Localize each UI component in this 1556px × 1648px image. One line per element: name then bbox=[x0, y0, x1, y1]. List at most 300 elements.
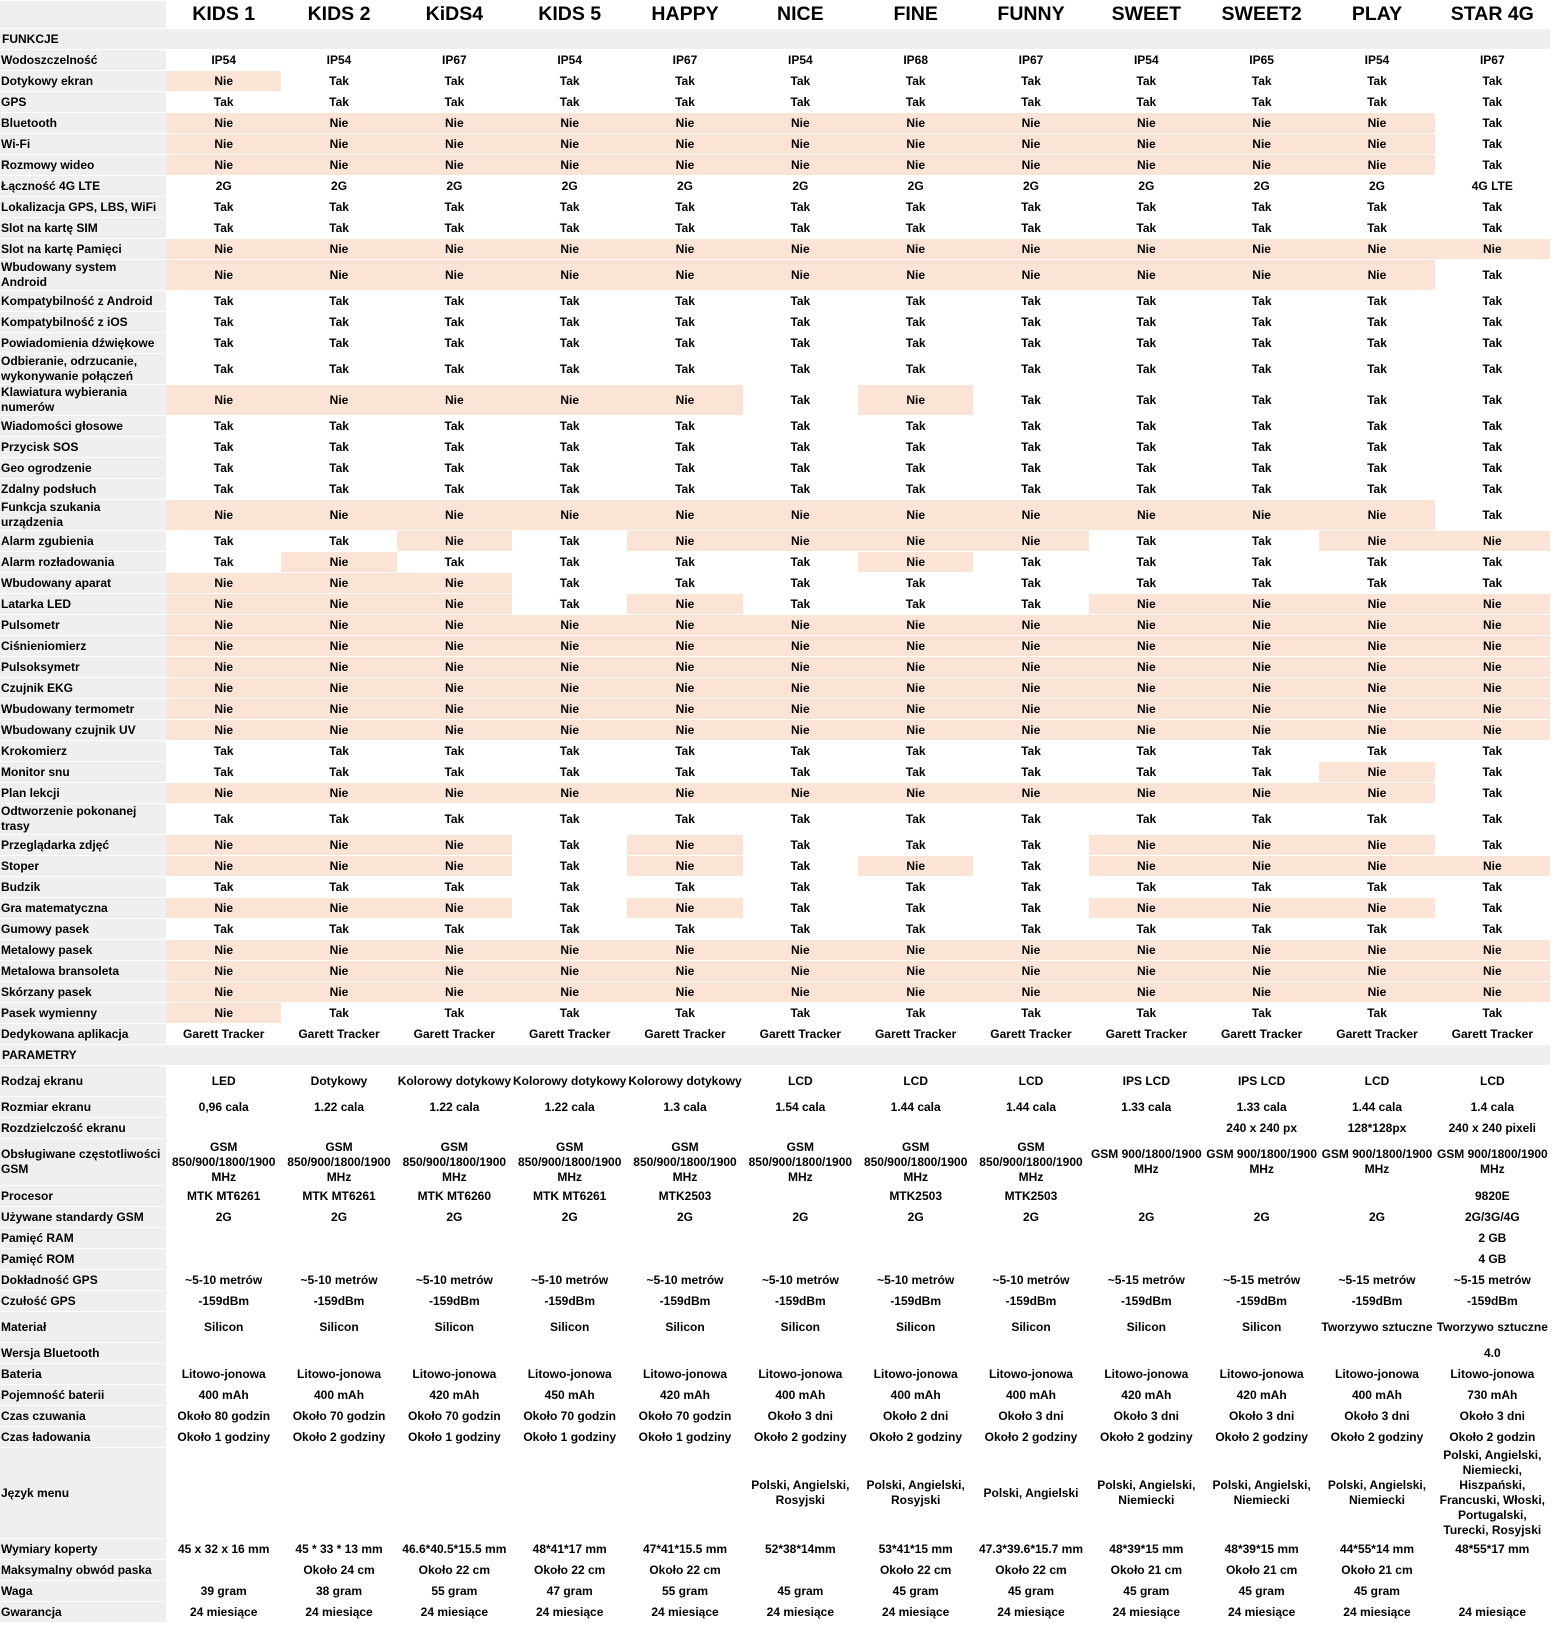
table-cell: Nie bbox=[512, 385, 627, 415]
table-cell: Tak bbox=[973, 919, 1088, 939]
table-cell: 39 gram bbox=[166, 1581, 281, 1601]
table-cell: Nie bbox=[281, 239, 396, 259]
table-cell: -159dBm bbox=[858, 1291, 973, 1311]
table-cell: Nie bbox=[166, 1003, 281, 1023]
table-cell: Nie bbox=[743, 783, 858, 803]
table-cell: Tak bbox=[281, 458, 396, 478]
table-cell: Litowo-jonowa bbox=[1435, 1364, 1550, 1384]
table-cell: 730 mAh bbox=[1435, 1385, 1550, 1405]
section-header bbox=[0, 1045, 1550, 1065]
table-cell: Nie bbox=[627, 720, 742, 740]
table-cell: 400 mAh bbox=[743, 1385, 858, 1405]
table-cell: 9820E bbox=[1435, 1186, 1550, 1206]
table-cell: Silicon bbox=[166, 1312, 281, 1342]
table-cell: 24 miesiące bbox=[397, 1602, 512, 1622]
table-cell: Tak bbox=[397, 92, 512, 112]
table-cell: IPS LCD bbox=[1089, 1066, 1204, 1096]
table-cell: GSM 850/900/1800/1900 MHz bbox=[397, 1139, 512, 1185]
table-cell: Nie bbox=[397, 657, 512, 677]
row-label: Pamięć RAM bbox=[0, 1228, 166, 1248]
table-cell: Tak bbox=[281, 437, 396, 457]
table-cell: Nie bbox=[1204, 982, 1319, 1002]
table-cell: GSM 850/900/1800/1900 MHz bbox=[743, 1139, 858, 1185]
table-cell bbox=[1319, 1249, 1434, 1269]
row-label: Klawiatura wybierania numerów bbox=[0, 385, 166, 415]
row-label: GPS bbox=[0, 92, 166, 112]
table-cell: 1.44 cala bbox=[1319, 1097, 1434, 1117]
row-label: Pulsoksymetr bbox=[0, 657, 166, 677]
table-cell: Litowo-jonowa bbox=[397, 1364, 512, 1384]
table-cell: 45 gram bbox=[1204, 1581, 1319, 1601]
table-cell: Nie bbox=[627, 155, 742, 175]
row-label: Skórzany pasek bbox=[0, 982, 166, 1002]
table-cell: Tak bbox=[397, 197, 512, 217]
table-cell: -159dBm bbox=[973, 1291, 1088, 1311]
table-cell: Tak bbox=[512, 898, 627, 918]
table-cell: Nie bbox=[973, 982, 1088, 1002]
table-cell: Nie bbox=[1089, 239, 1204, 259]
table-cell: Silicon bbox=[397, 1312, 512, 1342]
table-row bbox=[0, 531, 1550, 551]
table-cell: Nie bbox=[1319, 155, 1434, 175]
table-cell: Tak bbox=[1435, 155, 1550, 175]
table-cell: Tak bbox=[397, 762, 512, 782]
table-row bbox=[0, 783, 1550, 803]
table-cell: Nie bbox=[1319, 500, 1434, 530]
table-cell: Tak bbox=[973, 762, 1088, 782]
table-cell: Tak bbox=[281, 197, 396, 217]
table-cell: Nie bbox=[166, 239, 281, 259]
table-cell: 45 gram bbox=[973, 1581, 1088, 1601]
table-cell: Nie bbox=[858, 615, 973, 635]
table-cell: MTK2503 bbox=[973, 1186, 1088, 1206]
table-cell: Tak bbox=[512, 741, 627, 761]
table-cell: Nie bbox=[1089, 961, 1204, 981]
table-cell: Tak bbox=[1435, 500, 1550, 530]
table-cell bbox=[858, 1343, 973, 1363]
table-cell: Tak bbox=[512, 92, 627, 112]
table-cell: 52*38*14mm bbox=[743, 1539, 858, 1559]
table-cell bbox=[166, 1560, 281, 1580]
table-cell: Nie bbox=[858, 239, 973, 259]
table-cell: Nie bbox=[1204, 961, 1319, 981]
table-cell: Tak bbox=[743, 354, 858, 384]
table-cell: Garett Tracker bbox=[1319, 1024, 1434, 1044]
table-cell: Nie bbox=[1435, 699, 1550, 719]
table-cell: Nie bbox=[1089, 134, 1204, 154]
table-cell: Nie bbox=[281, 940, 396, 960]
table-cell: Nie bbox=[627, 657, 742, 677]
table-cell: Tak bbox=[512, 197, 627, 217]
table-cell: Nie bbox=[397, 531, 512, 551]
table-cell: Tak bbox=[512, 416, 627, 436]
table-cell bbox=[166, 1249, 281, 1269]
table-cell: Około 1 godziny bbox=[397, 1427, 512, 1447]
table-cell: Tak bbox=[1204, 552, 1319, 572]
table-cell bbox=[973, 1249, 1088, 1269]
table-cell: Tak bbox=[858, 218, 973, 238]
table-cell: Nie bbox=[627, 134, 742, 154]
table-cell: Tak bbox=[1435, 218, 1550, 238]
table-cell bbox=[512, 1228, 627, 1248]
table-cell: Nie bbox=[512, 239, 627, 259]
table-cell: Nie bbox=[627, 385, 742, 415]
table-cell: 2G bbox=[281, 1207, 396, 1227]
table-cell: Litowo-jonowa bbox=[1204, 1364, 1319, 1384]
table-cell: Silicon bbox=[1089, 1312, 1204, 1342]
table-cell: Nie bbox=[743, 657, 858, 677]
table-cell: Tak bbox=[858, 898, 973, 918]
table-cell: Tak bbox=[973, 594, 1088, 614]
table-cell: Nie bbox=[1089, 260, 1204, 290]
table-cell: Tak bbox=[1435, 260, 1550, 290]
table-row bbox=[0, 573, 1550, 593]
table-cell bbox=[281, 1118, 396, 1138]
table-cell: ~5-15 metrów bbox=[1319, 1270, 1434, 1290]
table-cell: -159dBm bbox=[281, 1291, 396, 1311]
table-cell: Tak bbox=[166, 877, 281, 897]
table-cell: Nie bbox=[1089, 155, 1204, 175]
table-cell: Tak bbox=[1319, 458, 1434, 478]
table-cell: Tak bbox=[281, 531, 396, 551]
table-cell: Nie bbox=[166, 113, 281, 133]
row-label: Bateria bbox=[0, 1364, 166, 1384]
table-cell: 2G bbox=[743, 176, 858, 196]
table-cell: Nie bbox=[512, 940, 627, 960]
table-cell: Nie bbox=[512, 783, 627, 803]
table-cell: Tak bbox=[281, 333, 396, 353]
table-cell: Tak bbox=[858, 291, 973, 311]
table-cell: GSM 850/900/1800/1900 MHz bbox=[973, 1139, 1088, 1185]
table-cell: Nie bbox=[512, 720, 627, 740]
table-cell: 2G bbox=[1089, 1207, 1204, 1227]
row-label: Obsługiwane częstotliwości GSM bbox=[0, 1139, 166, 1185]
table-cell: Nie bbox=[1319, 657, 1434, 677]
table-cell bbox=[512, 1249, 627, 1269]
row-label: Slot na kartę Pamięci bbox=[0, 239, 166, 259]
table-cell: Tak bbox=[743, 291, 858, 311]
table-cell: 128*128px bbox=[1319, 1118, 1434, 1138]
table-cell: Litowo-jonowa bbox=[1089, 1364, 1204, 1384]
table-cell: Tak bbox=[627, 71, 742, 91]
table-cell: Tak bbox=[281, 416, 396, 436]
table-cell: Polski, Angielski, Rosyjski bbox=[743, 1448, 858, 1538]
row-label: Gra matematyczna bbox=[0, 898, 166, 918]
table-cell: Garett Tracker bbox=[627, 1024, 742, 1044]
row-label: Wiadomości głosowe bbox=[0, 416, 166, 436]
table-cell: Tak bbox=[627, 573, 742, 593]
table-cell: Około 3 dni bbox=[1435, 1406, 1550, 1426]
table-cell: Nie bbox=[1435, 657, 1550, 677]
table-cell: Nie bbox=[743, 699, 858, 719]
table-row bbox=[0, 1427, 1550, 1447]
table-cell: LED bbox=[166, 1066, 281, 1096]
table-cell: LCD bbox=[858, 1066, 973, 1096]
table-cell: Nie bbox=[858, 636, 973, 656]
table-cell: Tak bbox=[858, 458, 973, 478]
table-cell: Nie bbox=[1089, 720, 1204, 740]
table-cell: Tak bbox=[858, 804, 973, 834]
table-cell: Około 22 cm bbox=[627, 1560, 742, 1580]
table-cell: Tak bbox=[1435, 573, 1550, 593]
table-row bbox=[0, 416, 1550, 436]
table-cell: Nie bbox=[973, 699, 1088, 719]
table-cell: Tak bbox=[166, 197, 281, 217]
table-cell: Nie bbox=[1435, 940, 1550, 960]
row-label: Plan lekcji bbox=[0, 783, 166, 803]
row-label: Czujnik EKG bbox=[0, 678, 166, 698]
table-row bbox=[0, 458, 1550, 478]
table-cell: Nie bbox=[397, 615, 512, 635]
table-cell: Tak bbox=[1204, 1003, 1319, 1023]
row-label: Rozmiar ekranu bbox=[0, 1097, 166, 1117]
table-row bbox=[0, 982, 1550, 1002]
table-cell: 44*55*14 mm bbox=[1319, 1539, 1434, 1559]
table-cell: 24 miesiące bbox=[512, 1602, 627, 1622]
table-cell: Nie bbox=[858, 940, 973, 960]
table-cell: Nie bbox=[166, 594, 281, 614]
table-cell: Tak bbox=[1204, 92, 1319, 112]
table-cell: Tak bbox=[1089, 479, 1204, 499]
table-cell: Nie bbox=[1204, 260, 1319, 290]
table-cell: Tak bbox=[743, 333, 858, 353]
table-cell: Litowo-jonowa bbox=[281, 1364, 396, 1384]
table-row bbox=[0, 1448, 1550, 1538]
table-cell: Nie bbox=[1089, 856, 1204, 876]
table-cell: Tak bbox=[166, 804, 281, 834]
table-cell: Tak bbox=[512, 762, 627, 782]
table-cell: Tak bbox=[1204, 312, 1319, 332]
table-cell: Tak bbox=[512, 291, 627, 311]
table-row bbox=[0, 50, 1550, 70]
table-cell: -159dBm bbox=[397, 1291, 512, 1311]
table-cell bbox=[973, 1343, 1088, 1363]
table-row bbox=[0, 239, 1550, 259]
table-cell: Tak bbox=[1089, 385, 1204, 415]
table-cell: Nie bbox=[1319, 260, 1434, 290]
table-cell: Tak bbox=[1435, 762, 1550, 782]
table-cell: Tak bbox=[858, 416, 973, 436]
row-label: Latarka LED bbox=[0, 594, 166, 614]
table-cell: Nie bbox=[743, 636, 858, 656]
table-cell: 2G bbox=[1319, 176, 1434, 196]
table-cell: Tak bbox=[397, 437, 512, 457]
table-cell: Nie bbox=[627, 783, 742, 803]
table-cell: Tak bbox=[743, 804, 858, 834]
table-cell bbox=[627, 1118, 742, 1138]
table-cell: ~5-10 metrów bbox=[627, 1270, 742, 1290]
table-cell: ~5-10 metrów bbox=[397, 1270, 512, 1290]
table-cell: 24 miesiące bbox=[1089, 1602, 1204, 1622]
table-cell: Nie bbox=[1204, 239, 1319, 259]
table-cell: Nie bbox=[743, 260, 858, 290]
table-cell: Nie bbox=[166, 961, 281, 981]
row-label: Gwarancja bbox=[0, 1602, 166, 1622]
table-row bbox=[0, 71, 1550, 91]
table-cell: Tak bbox=[281, 479, 396, 499]
table-cell: Nie bbox=[1089, 678, 1204, 698]
table-cell: GSM 900/1800/1900 MHz bbox=[1204, 1139, 1319, 1185]
table-cell: Tak bbox=[166, 458, 281, 478]
table-cell: Tak bbox=[1435, 71, 1550, 91]
table-cell: Tak bbox=[166, 919, 281, 939]
table-cell: Nie bbox=[1435, 961, 1550, 981]
table-cell: Garett Tracker bbox=[973, 1024, 1088, 1044]
table-cell: Nie bbox=[743, 134, 858, 154]
table-cell: Nie bbox=[627, 239, 742, 259]
table-cell: Tak bbox=[166, 312, 281, 332]
table-cell: Tak bbox=[973, 741, 1088, 761]
table-cell: Około 21 cm bbox=[1089, 1560, 1204, 1580]
table-cell: IP67 bbox=[1435, 50, 1550, 70]
table-cell: Tak bbox=[397, 458, 512, 478]
table-cell: Tak bbox=[1319, 92, 1434, 112]
table-cell: Tak bbox=[1319, 741, 1434, 761]
table-cell: Polski, Angielski, Niemiecki bbox=[1204, 1448, 1319, 1538]
table-cell: Tak bbox=[1204, 218, 1319, 238]
table-cell: Tak bbox=[1089, 458, 1204, 478]
table-cell: Nie bbox=[397, 239, 512, 259]
table-cell: Około 2 godzin bbox=[1435, 1427, 1550, 1447]
table-cell: 2G/3G/4G bbox=[1435, 1207, 1550, 1227]
table-cell: Tak bbox=[166, 762, 281, 782]
table-cell: Tak bbox=[512, 437, 627, 457]
table-cell bbox=[743, 1343, 858, 1363]
table-cell: 24 miesiące bbox=[973, 1602, 1088, 1622]
table-cell: Tak bbox=[627, 312, 742, 332]
table-cell: IP68 bbox=[858, 50, 973, 70]
row-label: Geo ogrodzenie bbox=[0, 458, 166, 478]
table-cell: Tak bbox=[743, 1003, 858, 1023]
table-cell: Około 22 cm bbox=[397, 1560, 512, 1580]
table-cell: Tak bbox=[512, 531, 627, 551]
table-cell: Tak bbox=[627, 291, 742, 311]
table-cell: Tak bbox=[1319, 218, 1434, 238]
table-cell: Garett Tracker bbox=[1204, 1024, 1319, 1044]
table-cell: Tak bbox=[281, 71, 396, 91]
table-cell: Tak bbox=[281, 312, 396, 332]
table-cell: 24 miesiące bbox=[858, 1602, 973, 1622]
table-cell: Silicon bbox=[743, 1312, 858, 1342]
table-cell: Około 2 godziny bbox=[1089, 1427, 1204, 1447]
table-cell: 55 gram bbox=[397, 1581, 512, 1601]
table-cell bbox=[512, 1118, 627, 1138]
table-cell: Około 22 cm bbox=[973, 1560, 1088, 1580]
row-label: Kompatybilność z iOS bbox=[0, 312, 166, 332]
table-cell: Nie bbox=[166, 657, 281, 677]
table-cell: Tak bbox=[1435, 877, 1550, 897]
table-row bbox=[0, 1385, 1550, 1405]
table-cell: Tak bbox=[397, 919, 512, 939]
table-cell: Nie bbox=[1435, 531, 1550, 551]
table-cell: Nie bbox=[627, 531, 742, 551]
model-header: SWEET bbox=[1089, 1, 1204, 28]
table-cell: Nie bbox=[1319, 239, 1434, 259]
table-cell: Tak bbox=[973, 877, 1088, 897]
table-cell: 48*55*17 mm bbox=[1435, 1539, 1550, 1559]
table-cell: Tak bbox=[858, 197, 973, 217]
table-cell: Tak bbox=[1435, 479, 1550, 499]
table-cell bbox=[1089, 1249, 1204, 1269]
table-cell: Nie bbox=[512, 678, 627, 698]
table-cell: Tak bbox=[973, 385, 1088, 415]
table-cell: Tak bbox=[512, 218, 627, 238]
table-cell: Nie bbox=[973, 783, 1088, 803]
row-label: Maksymalny obwód paska bbox=[0, 1560, 166, 1580]
table-cell: Tak bbox=[1319, 877, 1434, 897]
table-cell: 2G bbox=[166, 1207, 281, 1227]
table-cell: Tak bbox=[1204, 531, 1319, 551]
table-cell: Tak bbox=[1319, 333, 1434, 353]
table-row bbox=[0, 762, 1550, 782]
table-cell: Tak bbox=[1435, 291, 1550, 311]
table-cell: Tak bbox=[1204, 741, 1319, 761]
table-cell: Około 3 dni bbox=[1089, 1406, 1204, 1426]
table-cell: Tak bbox=[1204, 385, 1319, 415]
table-cell: Nie bbox=[1319, 856, 1434, 876]
table-cell: Nie bbox=[1204, 155, 1319, 175]
table-cell: Nie bbox=[397, 636, 512, 656]
table-cell: Tak bbox=[512, 333, 627, 353]
row-label: Wodoszczelność bbox=[0, 50, 166, 70]
table-cell: Tak bbox=[743, 416, 858, 436]
table-cell: Nie bbox=[858, 720, 973, 740]
table-cell: 1.22 cala bbox=[397, 1097, 512, 1117]
model-header: FINE bbox=[858, 1, 973, 28]
table-cell: ~5-10 metrów bbox=[512, 1270, 627, 1290]
table-cell: Tak bbox=[743, 835, 858, 855]
table-cell: Tak bbox=[166, 531, 281, 551]
table-cell: Nie bbox=[1319, 615, 1434, 635]
table-row bbox=[0, 113, 1550, 133]
table-cell: Tak bbox=[1319, 416, 1434, 436]
table-cell: IP54 bbox=[281, 50, 396, 70]
table-cell: Tak bbox=[973, 416, 1088, 436]
table-cell: Tak bbox=[1089, 92, 1204, 112]
table-cell: Tak bbox=[1089, 312, 1204, 332]
table-cell: 2G bbox=[512, 1207, 627, 1227]
table-cell: GSM 850/900/1800/1900 MHz bbox=[166, 1139, 281, 1185]
table-cell: 420 mAh bbox=[627, 1385, 742, 1405]
table-cell: Nie bbox=[397, 940, 512, 960]
table-cell: Nie bbox=[166, 783, 281, 803]
table-cell bbox=[743, 1118, 858, 1138]
table-cell: LCD bbox=[1435, 1066, 1550, 1096]
table-cell: 45 gram bbox=[858, 1581, 973, 1601]
table-row bbox=[0, 155, 1550, 175]
table-cell: 45 * 33 * 13 mm bbox=[281, 1539, 396, 1559]
table-cell: Nie bbox=[1435, 594, 1550, 614]
table-cell: Tak bbox=[1089, 71, 1204, 91]
row-label: Slot na kartę SIM bbox=[0, 218, 166, 238]
table-cell: Tak bbox=[1435, 919, 1550, 939]
table-cell: Tak bbox=[166, 479, 281, 499]
table-cell: Tak bbox=[627, 1003, 742, 1023]
table-cell: Tak bbox=[1089, 218, 1204, 238]
row-label: Dotykowy ekran bbox=[0, 71, 166, 91]
table-cell: Tak bbox=[1089, 919, 1204, 939]
table-cell: Nie bbox=[281, 982, 396, 1002]
table-cell: -159dBm bbox=[743, 1291, 858, 1311]
table-cell: Tak bbox=[397, 877, 512, 897]
table-row bbox=[0, 1249, 1550, 1269]
table-cell: Około 3 dni bbox=[1204, 1406, 1319, 1426]
table-cell: 2G bbox=[281, 176, 396, 196]
table-row bbox=[0, 594, 1550, 614]
table-cell: Nie bbox=[281, 385, 396, 415]
table-cell: 24 miesiące bbox=[281, 1602, 396, 1622]
table-cell: Tak bbox=[858, 71, 973, 91]
